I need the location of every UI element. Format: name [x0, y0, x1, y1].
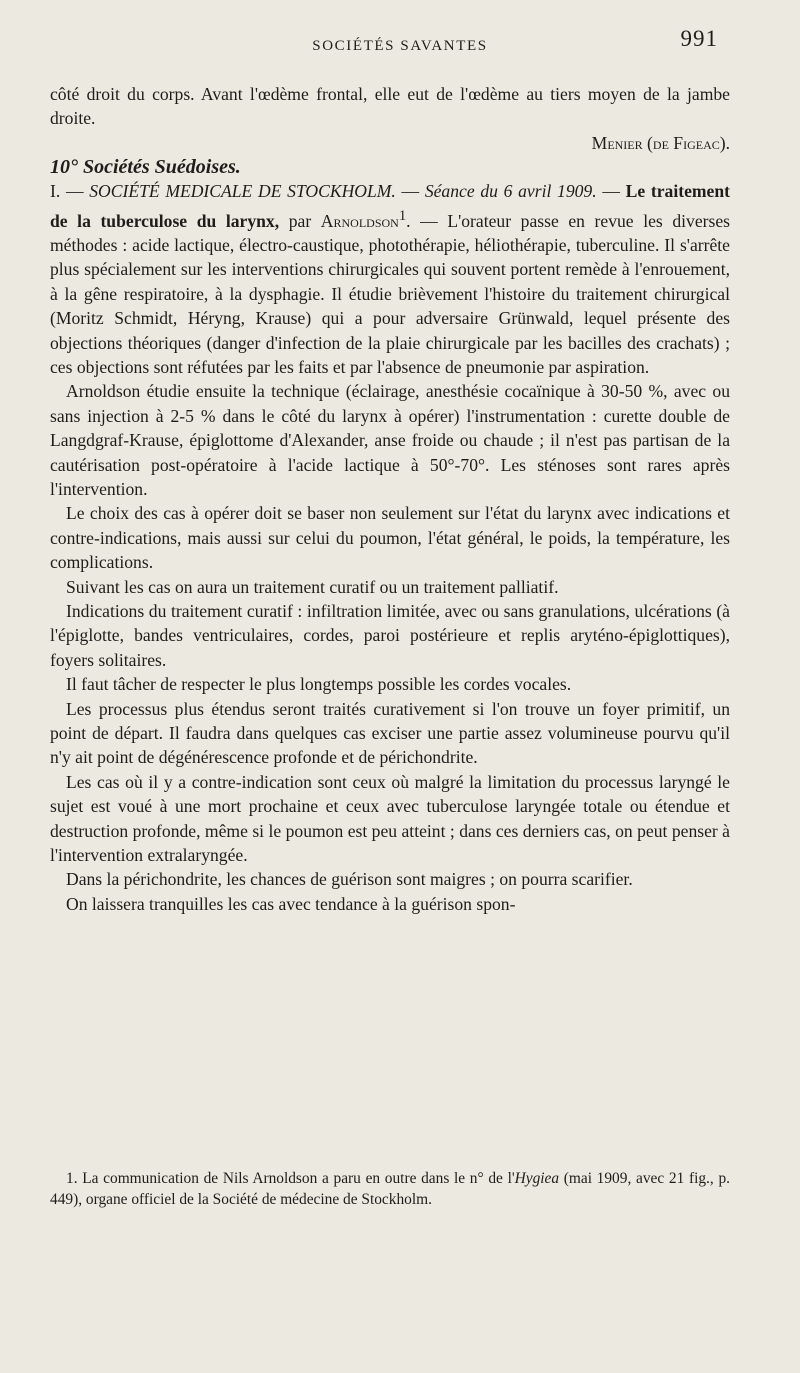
society-name: SOCIÉTÉ MEDICALE DE STOCKHOLM. [89, 181, 396, 202]
session-date: Séance du 6 avril 1909. [424, 181, 597, 202]
article-body [50, 82, 730, 916]
communication-by: par [288, 210, 312, 231]
paragraph-treatment: Suivant les cas on aura un traitement curatif ou un traitement palliatif. [66, 576, 559, 597]
footnote-text [50, 1168, 730, 1210]
page-number: 991 [680, 26, 718, 51]
communication-author: Arnoldson [320, 210, 399, 231]
running-title: SOCIÉTÉS SAVANTES [312, 38, 488, 54]
paragraph-contraindications: Les cas où il y a contre-indication sont ceux où malgré la limitation du processus laryngé le sujet est voué à une mort prochaine et ceux avec tuberculose laryngée totale ou étendue et destruction profonde, même si le poumon est peu atteint ; dans ces derniers cas, on peut penser à l'intervention extralaryngée. [50, 771, 730, 866]
paragraph-perichondritis: Dans la périchondrite, les chances de guérison sont maigres ; on pourra scarifier. [66, 869, 633, 890]
continued-text: côté droit du corps. Avant l'œdème frontal, elle eut de l'œdème au tiers moyen de la jambe droite. [50, 84, 730, 129]
continued-paragraph [50, 82, 730, 131]
footnote [50, 1168, 730, 1210]
section-heading: 10° Sociétés Suédoises. [50, 156, 241, 179]
society-number: I. [50, 181, 61, 202]
communication-summary: . — L'orateur passe en revue les diverses méthodes : acide lactique, électro-caustique, photothérapie, héliothérapie, tuberculine. Il s'arrête plus spécialement sur les interventions chirurgicales qui souvent portent remède à l'enrouement, à la gêne respiratoire, à la dysphagie. Il étudie brièvement l'histoire du traitement chirurgical (Moritz Schmidt, Héryng, Krause) qui a pour adversaire Grünwald, lequel présente des objections théoriques (danger d'infection de la plaie chirurgicale par les bacilles des crachats) ; ces objections sont réfutées par les faits et par l'absence de pneumonie par aspiration. [50, 210, 730, 377]
footnote-rest: (mai 1909, avec 21 fig., p. 449), organe officiel de la Société de médecine de Stockholm. [50, 1170, 730, 1208]
communication-title: Le traitement de la tuberculose du larynx, [50, 181, 730, 231]
footnote-marker: 1. [66, 1170, 78, 1187]
paragraph-technique: Arnoldson étudie ensuite la technique (éclairage, anesthésie cocaïnique à 30-50 %, avec ou sans injection à 2-5 % dans le côté du larynx à opérer) l'instrumentation : curette double de Langdgraf-Krause, épiglottome d'Alexander, anse froide ou chaude ; il n'est pas partisan de la cautérisation post-opératoire à l'acide lactique à 50°-70°. Les sténoses sont rares après l'intervention. [50, 381, 730, 499]
author-signature [50, 131, 730, 155]
footnote-journal: Hygiea [514, 1170, 560, 1187]
footnote-lead: La communication de Nils Arnoldson a paru en outre dans le n° de l' [82, 1170, 515, 1187]
paragraph-extended-processes: Les processus plus étendus seront traités curativement si l'on trouve un foyer primitif, un point de départ. Il faudra dans quelques cas exciser une partie assez volumineuse pourvu qu'il n'y ait point de dégénérescence profonde et de périchondrite. [50, 698, 730, 768]
paragraph-indications: Indications du traitement curatif : infiltration limitée, avec ou sans granulations, ulcérations (à l'épiglotte, bandes ventriculaires, cordes, paroi postérieure et replis aryténo-épiglottiques), foyers solitaires. [50, 600, 730, 670]
signature-text: Menier (de Figeac). [591, 132, 730, 153]
society-entry: I. — SOCIÉTÉ MEDICALE DE STOCKHOLM. — Séance du 6 avril 1909. — Le traitement de la tuberculose du larynx, par Arnoldson$^1$. — L'orateur passe en revue les diverses méthodes : acide lactique, électro-caustique, photothérapie, héliothérapie, tuberculine. Il s'arrête plus spécialement sur les interventions chirurgicales qui souvent portent remède à l'enrouement, à la gêne respiratoire, à la dysphagie. Il étudie brièvement l'histoire du traitement chirurgical (Moritz Schmidt, Héryng, Krause) qui a pour adversaire Grünwald, lequel présente des objections théoriques (danger d'infection de la plaie chirurgicale par les bacilles des crachats) ; ces objections sont réfutées par les faits et par l'absence de pneumonie par aspiration. [50, 181, 730, 377]
paragraph-vocal-cords: Il faut tâcher de respecter le plus longtemps possible les cordes vocales. [66, 674, 572, 695]
footnote-reference: 1 [398, 207, 407, 224]
paragraph-healing-tendency: On laissera tranquilles les cas avec tendance à la guérison spon- [66, 893, 516, 914]
paragraph-choice: Le choix des cas à opérer doit se baser non seulement sur l'état du larynx avec indications et contre-indications, mais aussi sur celui du poumon, l'état général, le poids, la température, les complications. [50, 503, 730, 573]
